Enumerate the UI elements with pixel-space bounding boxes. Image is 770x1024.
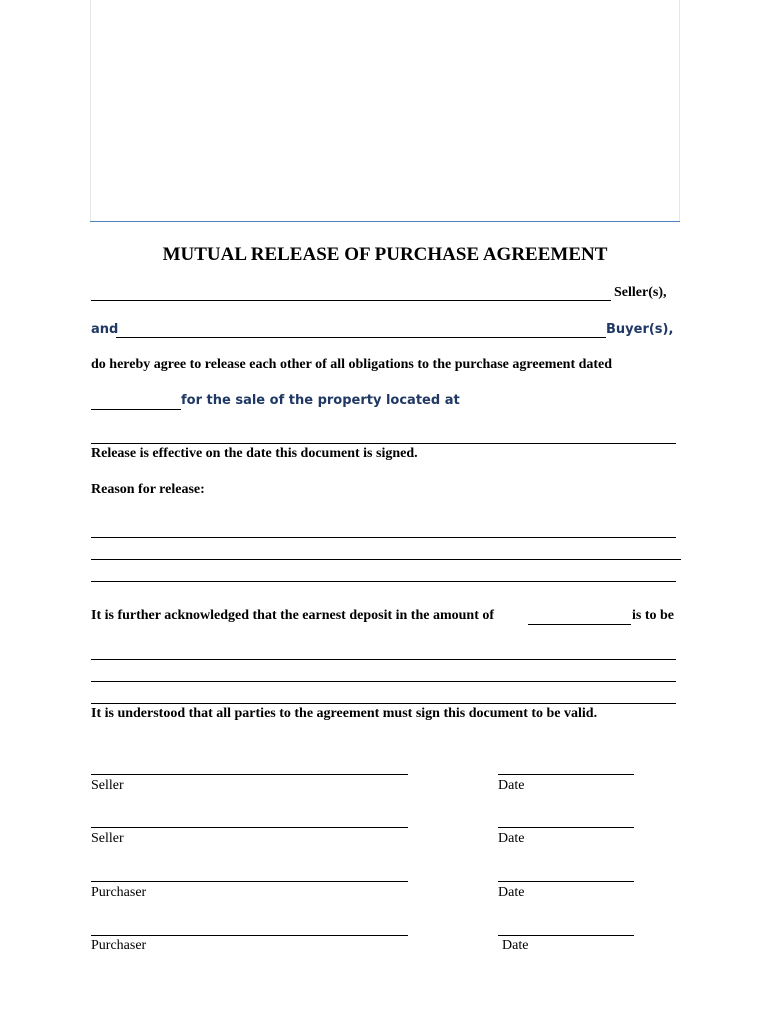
signature-date-label: Date — [498, 885, 525, 900]
reason-label: Reason for release: — [91, 482, 205, 497]
signature-party-label: Seller — [91, 778, 124, 793]
seller-name-field[interactable] — [91, 300, 611, 301]
signature-line[interactable] — [91, 774, 408, 775]
deposit-text-after: is to be — [632, 608, 674, 623]
signature-line[interactable] — [91, 881, 408, 882]
header-area — [90, 0, 680, 221]
header-divider — [90, 221, 680, 222]
deposit-line-2[interactable] — [91, 681, 676, 682]
reason-line-1[interactable] — [91, 537, 676, 538]
date-line[interactable] — [498, 827, 634, 828]
signature-date-label: Date — [502, 938, 529, 953]
signature-line[interactable] — [91, 935, 408, 936]
signature-date-label: Date — [498, 778, 525, 793]
signature-date-label: Date — [498, 831, 525, 846]
date-line[interactable] — [498, 881, 634, 882]
property-text: for the sale of the property located at — [181, 393, 460, 408]
deposit-line-3[interactable] — [91, 703, 676, 704]
deposit-amount-field[interactable] — [528, 624, 631, 625]
understood-text: It is understood that all parties to the agreement must sign this document to be valid. — [91, 706, 598, 721]
reason-line-3[interactable] — [91, 581, 676, 582]
and-label: and — [91, 322, 119, 337]
signature-party-label: Seller — [91, 831, 124, 846]
signature-party-label: Purchaser — [91, 938, 147, 953]
date-line[interactable] — [498, 935, 634, 936]
seller-label: Seller(s), — [614, 285, 667, 300]
signature-party-label: Purchaser — [91, 885, 147, 900]
reason-line-2[interactable] — [91, 559, 681, 560]
deposit-text-before: It is further acknowledged that the earnest deposit in the amount of — [91, 608, 495, 623]
buyer-name-field[interactable] — [116, 337, 606, 338]
signature-line[interactable] — [91, 827, 408, 828]
deposit-line-1[interactable] — [91, 659, 676, 660]
agreement-date-field[interactable] — [91, 409, 181, 410]
document-title: MUTUAL RELEASE OF PURCHASE AGREEMENT — [162, 244, 608, 265]
date-line[interactable] — [498, 774, 634, 775]
buyer-label: Buyer(s), — [606, 322, 674, 337]
effective-text: Release is effective on the date this document is signed. — [91, 446, 418, 461]
property-address-field[interactable] — [91, 443, 676, 444]
agree-text: do hereby agree to release each other of all obligations to the purchase agreement dated — [91, 357, 613, 372]
